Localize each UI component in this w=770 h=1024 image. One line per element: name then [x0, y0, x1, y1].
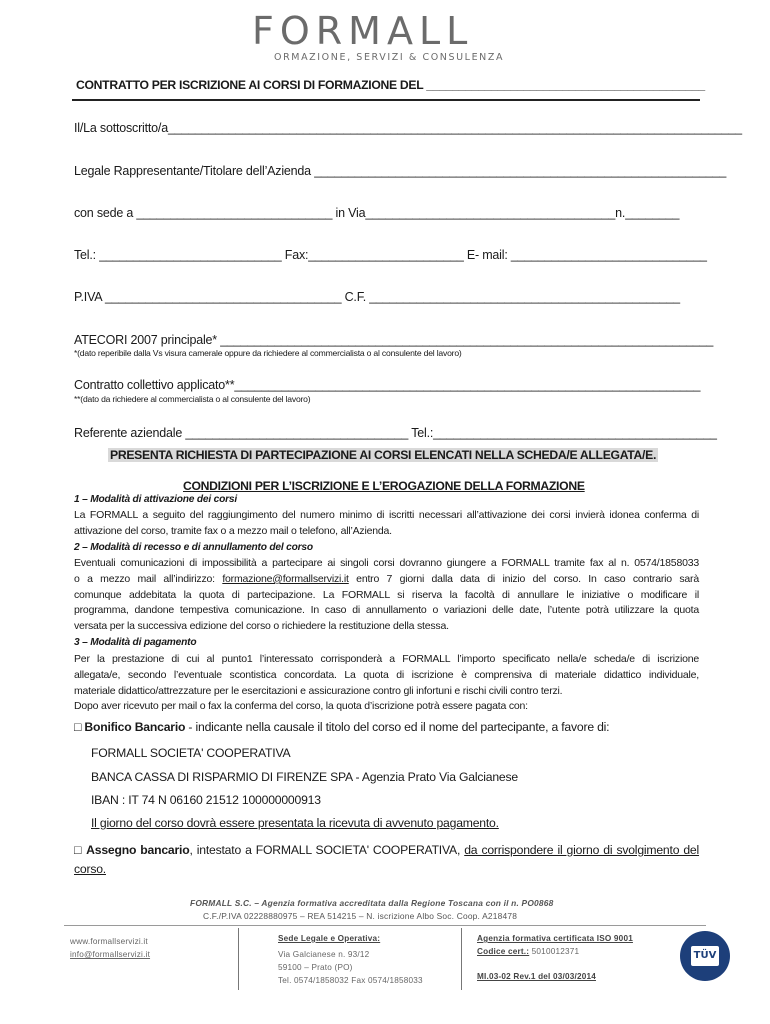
participation-request: PRESENTA RICHIESTA DI PARTECIPAZIONE AI CORSI ELENCATI NELLA SCHEDA/E ALLEGATA/E. [110, 448, 657, 462]
footer-website[interactable]: www.formallservizi.it [70, 937, 148, 946]
section-2-text-part: o a mezzo mail all’indirizzo: [74, 572, 223, 585]
footer-sede-title: Sede Legale e Operativa: [278, 934, 381, 943]
section-2-line: programma, dandone tempestiva comunicazione. In caso di annullamento o variazioni delle date, l’utente potrà utilizzare la quota [74, 604, 699, 617]
bonifico-text: - indicante nella causale il titolo del corso ed il nome del partecipante, a favore di: [185, 720, 610, 734]
payment-assegno [74, 841, 699, 879]
footer-sede-city: 59100 – Prato (PO) [278, 963, 353, 972]
payment-bonifico [74, 720, 609, 734]
field-sede[interactable]: con sede a _____________________________ in Via_____________________________________n.________ [74, 206, 680, 220]
field-legale-rappresentante[interactable]: Legale Rappresentante/Titolare dell’Azienda _____________________________________________________________ [74, 164, 727, 178]
section-2-text-part: entro 7 giorni dalla data di inizio del corso. In caso contrario sarà [348, 572, 699, 585]
beneficiary-name: FORMALL SOCIETA' COOPERATIVA [91, 746, 291, 760]
bank-name: BANCA CASSA DI RISPARMIO DI FIRENZE SPA - Agenzia Prato Via Galcianese [91, 770, 518, 784]
company-logo [252, 9, 510, 63]
logo-wordmark: FORMALL [252, 9, 474, 53]
footer-accreditation: FORMALL S.C. – Agenzia formativa accreditata dalla Regione Toscana con il n. PO0868 [190, 898, 554, 908]
field-contratto-collettivo[interactable]: Contratto collettivo applicato**_____________________________________________________________________ [74, 378, 701, 392]
section-3-line: Dopo aver ricevuto per mail o fax la conferma del corso, la quota d’iscrizione potrà essere pagata con: [74, 700, 528, 713]
footer-separator [461, 928, 462, 990]
bonifico-label: Bonifico Bancario [84, 720, 186, 734]
section-3-text [74, 652, 699, 715]
assegno-underlined: da corrispondere il giorno di svolgimento del [464, 843, 700, 857]
section-3-line: allegata/e, secondo l’eventuale scontistica concordata. La quota di iscrizione è comprensiva di materiale didattico individuale, [74, 668, 699, 681]
iban: IBAN : IT 74 N 06160 21512 100000000913 [91, 793, 321, 807]
field-tel-fax-email[interactable]: Tel.: ___________________________ Fax:_______________________ E- mail: _____________________________ [74, 248, 707, 262]
bonifico-checkbox[interactable]: □ [74, 720, 82, 734]
footer-sede-phone: Tel. 0574/1858032 Fax 0574/1858033 [278, 976, 423, 985]
tuv-certification-logo [680, 931, 730, 981]
section-3-line: materiale didattico/attrezzature per le esercitazioni e assicurazione contro gli infortuni e rischi civili contro terzi. [74, 684, 563, 697]
ateco-note: *(dato reperibile dalla Vs visura camerale oppure da richiedere al commercialista o al consulente del lavoro) [74, 348, 462, 358]
section-1-title: 1 – Modalità di attivazione dei corsi [74, 494, 238, 505]
section-1-line: La FORMALL a seguito del raggiungimento del numero minimo di iscritti necessari all’attivazione dei corsi invierà idonea conferma di [74, 509, 699, 521]
section-2-line [74, 572, 699, 588]
contract-title: CONTRATTO PER ISCRIZIONE AI CORSI DI FORMAZIONE DEL ___________________________________________ [76, 78, 705, 92]
field-ateco[interactable]: ATECORI 2007 principale* _________________________________________________________________________ [74, 333, 714, 347]
footer-cert-code [477, 947, 579, 956]
section-2-line: Eventuali comunicazioni di impossibilità a partecipare ai singoli corsi dovranno giungere a FORMALL tramite fax al n. 0574/1858033 [74, 557, 699, 569]
footer-divider [64, 925, 706, 926]
footer-fiscal: C.F./P.IVA 02228880975 – REA 514215 – N. iscrizione Albo Soc. Coop. A218478 [203, 911, 518, 921]
conditions-title: CONDIZIONI PER L’ISCRIZIONE E L’EROGAZIONE DELLA FORMAZIONE [183, 479, 585, 493]
footer-revision: MI.03-02 Rev.1 del 03/03/2014 [477, 972, 596, 981]
assegno-checkbox[interactable]: □ [74, 843, 83, 857]
section-2-line: versata per la successiva edizione del corso o richiedere la restituzione della stessa. [74, 620, 449, 633]
field-sottoscritto[interactable]: Il/La sottoscritto/a_____________________________________________________________________________________ [74, 121, 742, 135]
field-referente[interactable]: Referente aziendale _________________________________ Tel.:__________________________________________ [74, 426, 717, 440]
section-2-title: 2 – Modalità di recesso e di annullamento del corso [74, 542, 313, 553]
assegno-line [74, 841, 699, 860]
contratto-note: **(dato da richiedere al commercialista o al consulente del lavoro) [74, 394, 311, 404]
tuv-text: TÜV [691, 946, 719, 966]
section-1-line: attivazione del corso, tramite fax o a mezzo mail o telefono, all’Azienda. [74, 524, 392, 537]
assegno-text: , intestato a FORMALL SOCIETA' COOPERATIVA, [189, 843, 465, 857]
cert-code-value: 5010012371 [529, 947, 580, 956]
section-3-line: Per la prestazione di cui al punto1 l’interessato corrisponderà a FORMALL l’importo specificato nella/e scheda/e di iscrizione [74, 653, 699, 665]
cert-code-label: Codice cert.: [477, 947, 530, 956]
assegno-line-2: corso. [74, 862, 106, 876]
section-2-text [74, 556, 699, 635]
receipt-note: Il giorno del corso dovrà essere presentata la ricevuta di avvenuto pagamento. [91, 816, 499, 830]
title-divider [72, 99, 700, 101]
logo-tagline: ORMAZIONE, SERVIZI & CONSULENZA [274, 52, 505, 63]
footer-cert-title: Agenzia formativa certificata ISO 9001 [477, 934, 633, 943]
section-1-text [74, 508, 699, 540]
footer-sede-address: Via Galcianese n. 93/12 [278, 950, 370, 959]
section-3-title: 3 – Modalità di pagamento [74, 637, 197, 648]
assegno-label: Assegno bancario [86, 843, 190, 857]
footer-separator [238, 928, 239, 990]
email-link[interactable]: formazione@formallservizi.it [222, 572, 349, 585]
field-piva-cf[interactable]: P.IVA ___________________________________ C.F. ______________________________________________ [74, 290, 680, 304]
section-2-line: comunque addebitata la quota di partecipazione. La FORMALL si riserva la facoltà di annullare le iniziative o modificare il [74, 588, 699, 601]
footer-email[interactable]: info@formallservizi.it [70, 950, 151, 959]
